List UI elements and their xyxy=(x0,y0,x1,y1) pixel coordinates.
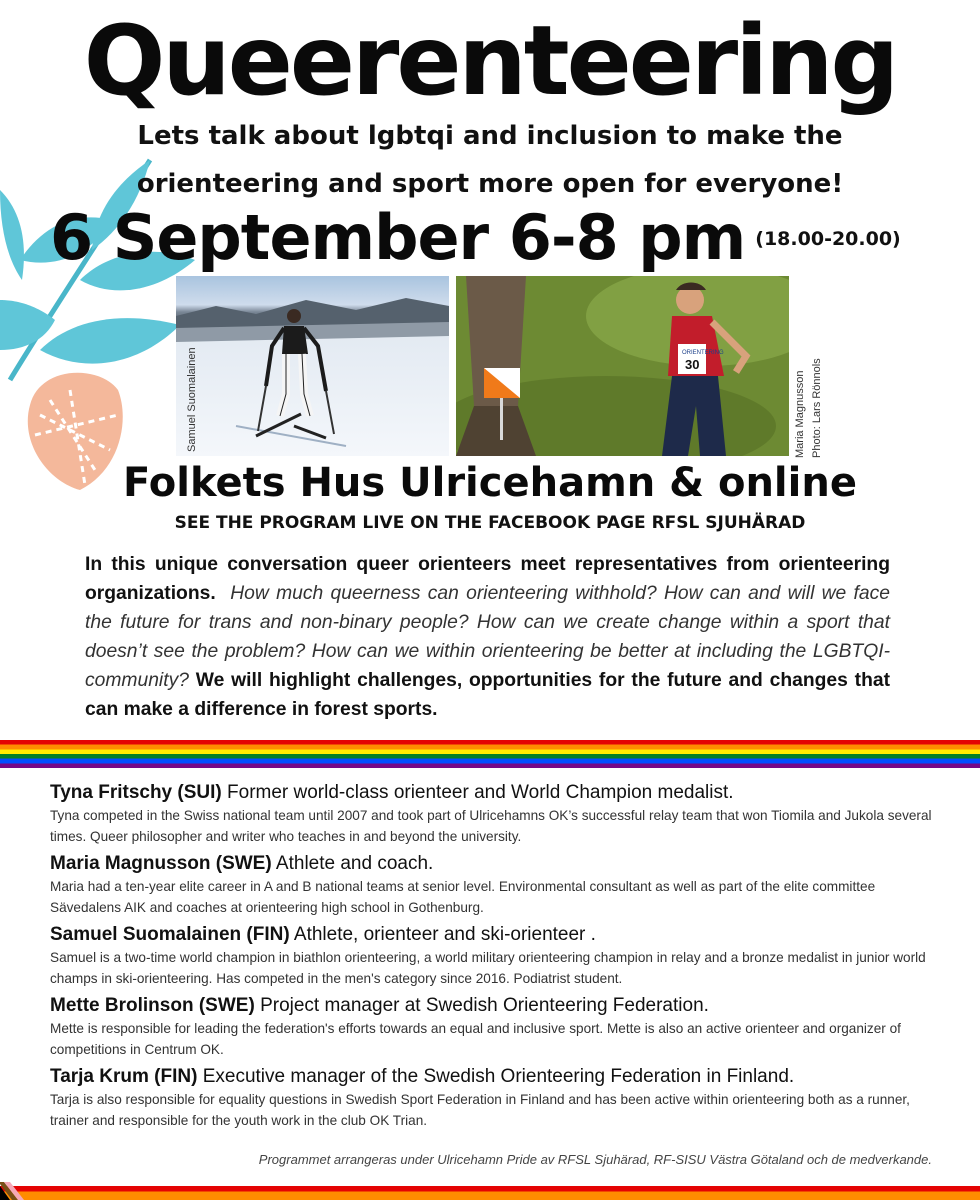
participant-bio: Tyna competed in the Swiss national team until 2007 and took part of Ulricehamns OK’s successful relay team that won Tiomila and Jukola several times. Queer philosopher and writer who teaches in and beyond the university. xyxy=(50,808,932,844)
caption-photo-credit: Photo: Lars Rönnols xyxy=(811,358,823,458)
program-note: SEE THE PROGRAM LIVE ON THE FACEBOOK PAGE RFSL SJUHÄRAD xyxy=(174,513,806,533)
bib-number: 30 xyxy=(685,357,700,372)
participant-bio: Mette is responsible for leading the federation's efforts towards an equal and inclusive sport. Mette is also an active orienteer and organizer of competitions in Centrum OK. xyxy=(50,1021,901,1057)
venue-title: Folkets Hus Ulricehamn & online xyxy=(123,460,857,506)
participant-name: Tyna Fritschy (SUI) xyxy=(50,782,222,803)
skier-illustration xyxy=(176,276,449,456)
photo-ski-orienteer xyxy=(176,276,449,456)
participant-role: Project manager at Swedish Orienteering Federation. xyxy=(260,995,709,1016)
participant-name: Tarja Krum (FIN) xyxy=(50,1066,198,1087)
progress-flag-corner-icon xyxy=(0,1182,40,1200)
caption-maria: Maria Magnusson xyxy=(794,370,806,458)
participant-role: Executive manager of the Swedish Orienteering Federation in Finland. xyxy=(202,1066,795,1087)
participant-header xyxy=(50,851,940,876)
participant-name: Mette Brolinson (SWE) xyxy=(50,995,255,1016)
participant-bio: Samuel is a two-time world champion in biathlon orienteering, a world military orienteering champion in relay and a bronze medalist in junior world champs in ski-orienteering. Has competed in the men's category since 2016. Podiatrist student. xyxy=(50,950,926,986)
photo-forest-orienteer xyxy=(456,276,789,456)
participant-name: Samuel Suomalainen (FIN) xyxy=(50,924,290,945)
participant-role: Athlete and coach. xyxy=(275,853,434,874)
participant-role: Athlete, orienteer and ski-orienteer . xyxy=(293,924,596,945)
event-date xyxy=(50,198,901,278)
participant-bio: Maria had a ten-year elite career in A and B national teams at senior level. Environmental consultant as well as part of the elite committee Sävedalens AIK and coaches at orienteering high school in Gothenburg. xyxy=(50,879,876,915)
participant-name: Maria Magnusson (SWE) xyxy=(50,853,272,874)
event-subtitle xyxy=(120,112,860,208)
participant-entry xyxy=(50,993,940,1060)
participant-header xyxy=(50,1064,940,1089)
intro-lead: In this unique conversation queer orienteers meet representatives from orienteering organizations. xyxy=(85,554,890,604)
participant-header xyxy=(50,780,940,805)
participant-header xyxy=(50,993,940,1018)
participant-entry xyxy=(50,851,940,918)
participant-role: Former world-class orienteer and World Champion medalist. xyxy=(227,782,734,803)
event-date-24h: (18.00-20.00) xyxy=(755,228,901,250)
bib-label: ORIENTERING xyxy=(682,350,724,356)
participant-entry xyxy=(50,780,940,847)
event-date-main: 6 September 6-8 pm xyxy=(50,201,746,274)
forest-illustration xyxy=(456,276,789,456)
organizer-credits: Programmet arrangeras under Ulricehamn Pride av RFSL Sjuhärad, RF-SISU Västra Götaland och de medverkande. xyxy=(258,1152,932,1167)
participant-entry xyxy=(50,1064,940,1131)
participant-bio: Tarja is also responsible for equality questions in Swedish Sport Federation in Finland and has been active within orienteering both as a runner, trainer and responsible for the youth work in the club OK Trian. xyxy=(50,1092,910,1128)
participant-entry xyxy=(50,922,940,989)
pride-rainbow-divider xyxy=(0,740,980,768)
subtitle-line-2: orienteering and sport more open for everyone! xyxy=(136,169,844,199)
pride-bottom-stripe xyxy=(0,1186,980,1200)
intro-paragraph xyxy=(85,550,890,724)
intro-questions: How much queerness can orienteering withhold? How can and will we face the future for trans and non-binary people? How can we create change within a sport that doesn’t see the problem? How can we within orienteering be better at including the LGBTQI-community? xyxy=(85,583,890,691)
participant-list xyxy=(50,780,940,1135)
event-title: Queerenteering xyxy=(83,5,897,117)
subtitle-line-1: Lets talk about lgbtqi and inclusion to make the xyxy=(137,121,843,151)
participant-header xyxy=(50,922,940,947)
caption-samuel: Samuel Suomalainen xyxy=(186,347,198,452)
intro-closing: We will highlight challenges, opportunities for the future and changes that can make a difference in forest sports. xyxy=(85,670,890,720)
